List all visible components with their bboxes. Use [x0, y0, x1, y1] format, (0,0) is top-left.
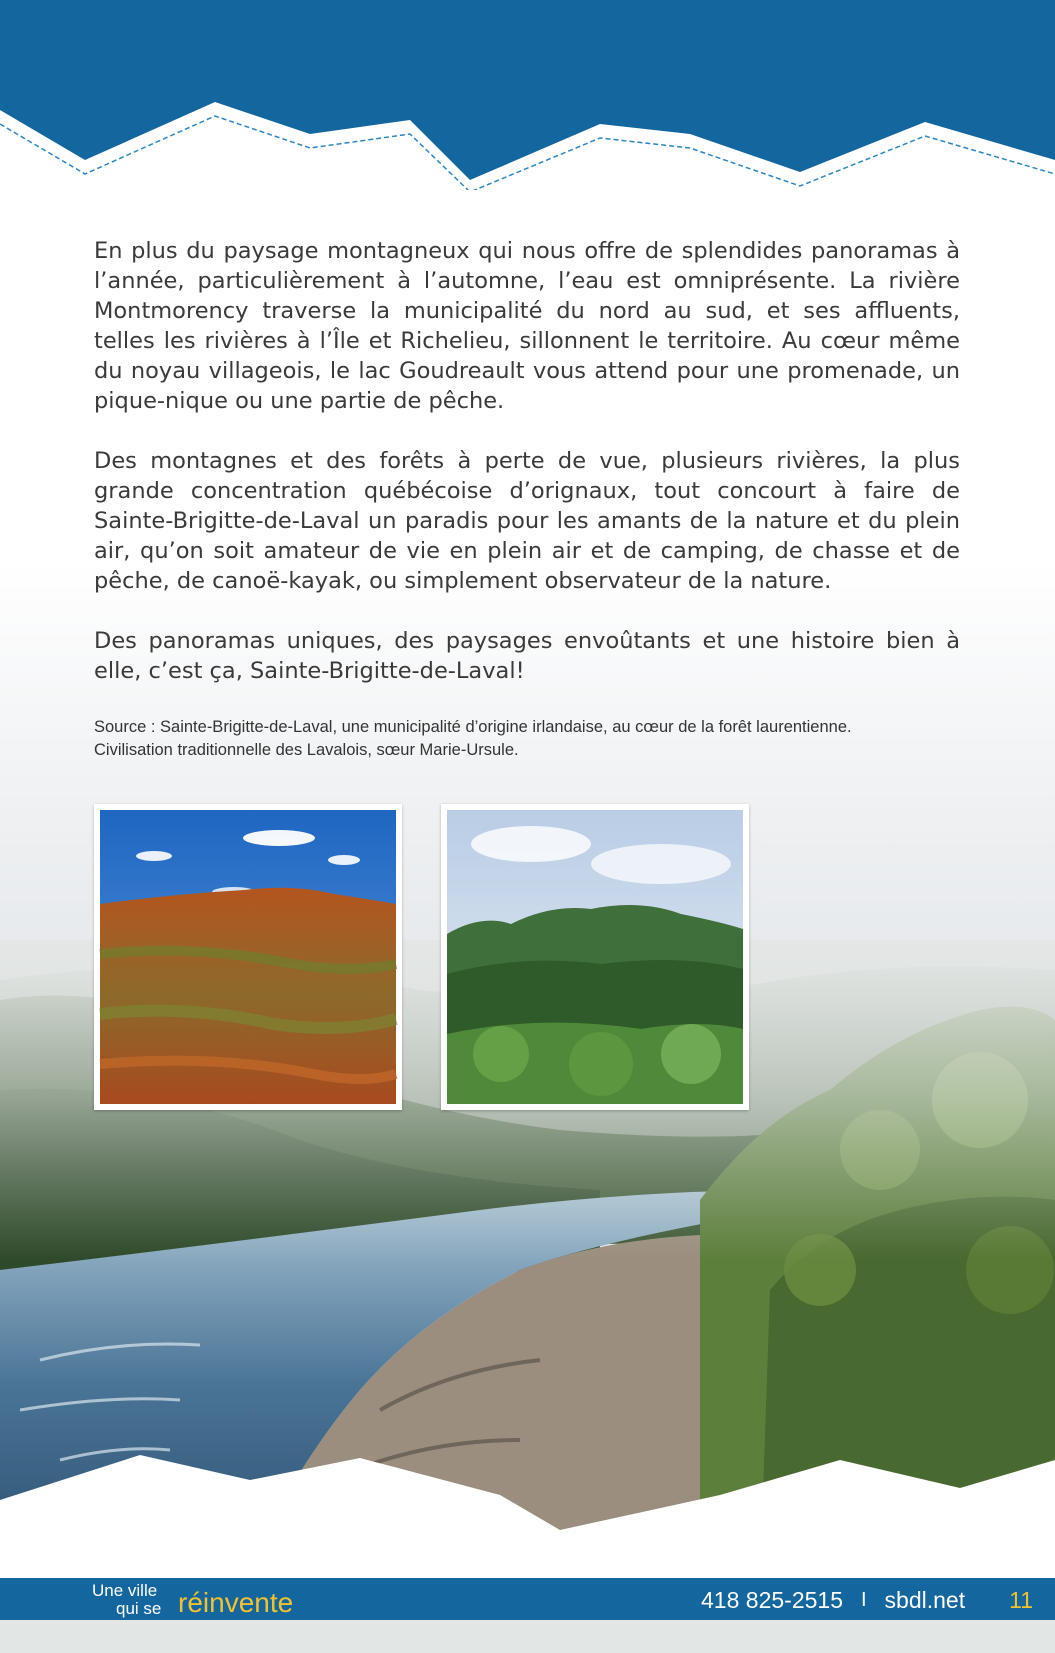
slogan-line-1: Une ville — [92, 1581, 158, 1600]
paragraph-1: En plus du paysage montagneux qui nous offre de splendides panoramas à l’année, particulièrement à l’automne, l’eau est omniprésente. La rivière Montmorency traverse la municipalité du nord au sud, et ses affluents, telles les rivières à l’Île et Richelieu, sillonnent le territoire. Au cœur même du noyau villageois, le lac Goudreault vous attend pour une promenade, un pique-nique ou une partie de pêche. — [94, 238, 960, 414]
autumn-hills-image — [94, 804, 402, 1110]
slogan-accent: réinvente — [178, 1587, 294, 1618]
body-text — [94, 236, 960, 762]
footer-contact — [701, 1585, 1033, 1615]
paragraph-3: Des panoramas uniques, des paysages envoûtants et une histoire bien à elle, c’est ça, Sainte-Brigitte-de-Laval! — [94, 628, 960, 684]
header-mountain-band — [0, 0, 1055, 190]
source-note — [94, 716, 960, 762]
source-line-1: Source : Sainte-Brigitte-de-Laval, une municipalité d’origine irlandaise, au cœur de la forêt laurentienne. — [94, 718, 852, 736]
green-forest-image — [441, 804, 749, 1110]
source-line-2: Civilisation traditionnelle des Lavalois, sœur Marie-Ursule. — [94, 741, 519, 759]
phone-number: 418 825-2515 — [701, 1586, 843, 1613]
slogan — [92, 1580, 332, 1620]
page-number: 11 — [1009, 1586, 1033, 1613]
photo-autumn-hills — [94, 804, 402, 1110]
footer-separator: I — [860, 1588, 867, 1611]
photo-green-forest — [441, 804, 749, 1110]
slogan-line-2: qui se — [116, 1599, 162, 1618]
website: sbdl.net — [884, 1586, 966, 1613]
paragraph-2: Des montagnes et des forêts à perte de vue, plusieurs rivières, la plus grande concentration québécoise d’orignaux, tout concourt à faire de Sainte-Brigitte-de-Laval un paradis pour les amants de la nature et du plein air, qu’on soit amateur de vie en plein air et de camping, de chasse et de pêche, de canoë-kayak, ou simplement observateur de la nature. — [94, 448, 960, 594]
